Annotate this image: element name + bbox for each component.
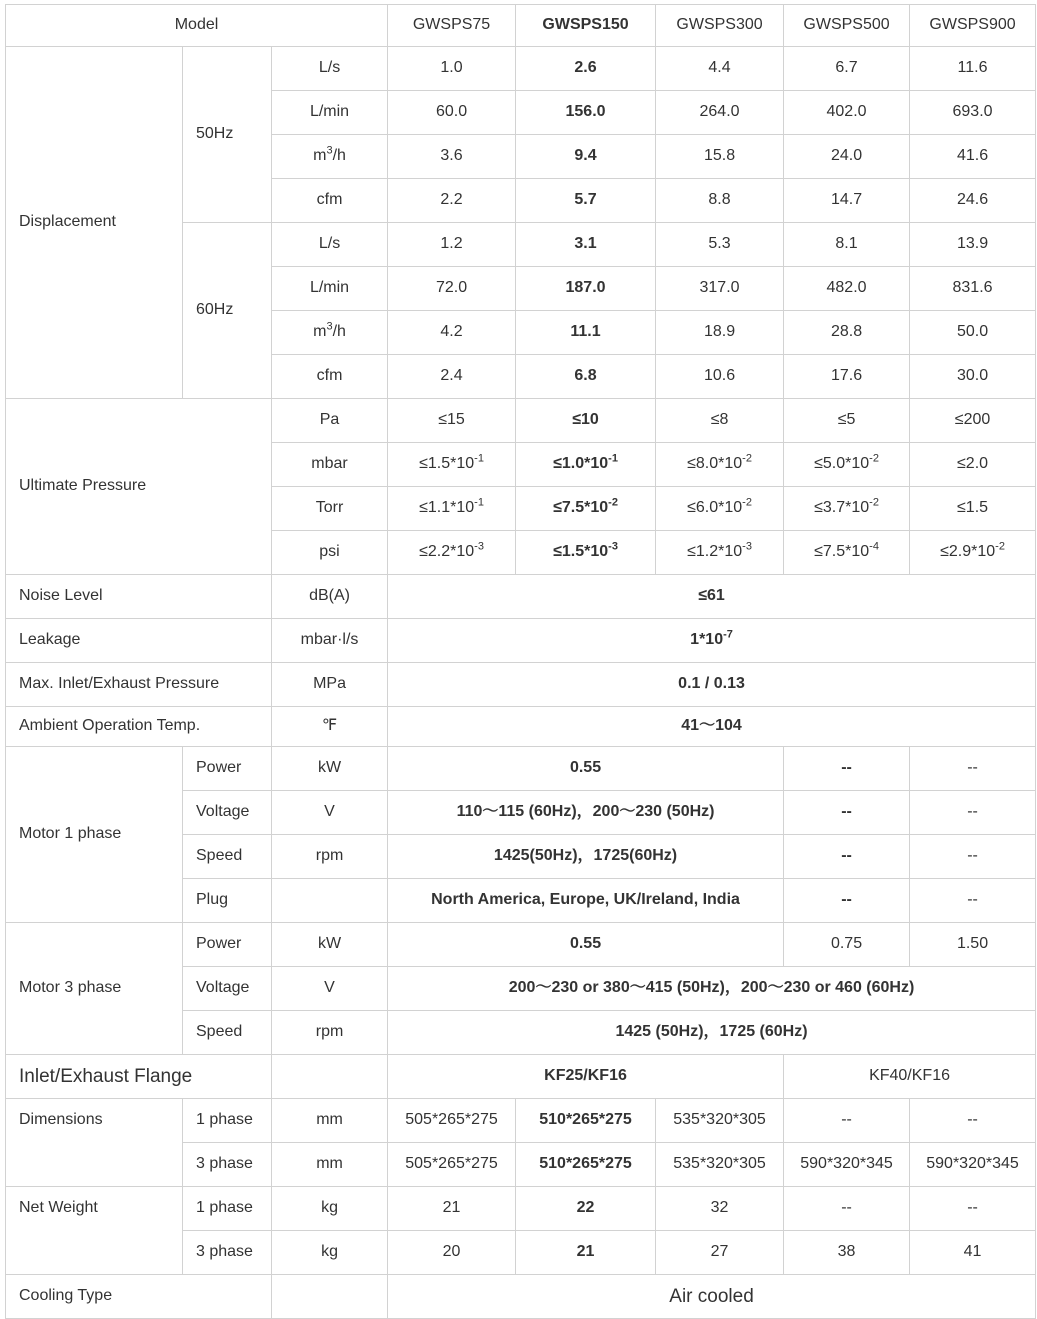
- value-cell: ≤61: [388, 575, 1036, 619]
- table-row: [6, 575, 1036, 619]
- unit-cell: psi: [272, 531, 388, 575]
- value-cell: 41: [910, 1231, 1036, 1275]
- value-cell: 41.6: [910, 135, 1036, 179]
- param-label: 1 phase: [183, 1187, 272, 1231]
- value-cell: 9.4: [516, 135, 656, 179]
- unit-base: m: [313, 323, 327, 341]
- value-exponent: -3: [608, 540, 618, 553]
- value-cell: 535*320*305: [656, 1143, 784, 1187]
- value-base: 1*10: [690, 631, 724, 649]
- unit-cell: L/s: [272, 223, 388, 267]
- value-cell: --: [910, 1099, 1036, 1143]
- value-exponent: -7: [723, 628, 733, 641]
- value-cell: 27: [656, 1231, 784, 1275]
- value-exponent: -2: [995, 540, 1005, 553]
- value-cell: 20: [388, 1231, 516, 1275]
- value-cell: 15.8: [656, 135, 784, 179]
- value-cell: [516, 443, 656, 487]
- value-cell: [516, 531, 656, 575]
- value-base: ≤5.0*10: [814, 455, 870, 473]
- value-cell: 1.0: [388, 47, 516, 91]
- model-cell: GWSPS900: [910, 5, 1036, 47]
- value-cell: 8.1: [784, 223, 910, 267]
- value-cell: --: [910, 747, 1036, 791]
- param-label: Plug: [183, 879, 272, 923]
- value-cell: 11.1: [516, 311, 656, 355]
- value-cell: 0.1 / 0.13: [388, 663, 1036, 707]
- unit-cell: V: [272, 791, 388, 835]
- header-row: [6, 5, 1036, 47]
- unit-cell: rpm: [272, 1011, 388, 1055]
- ambient-label: Ambient Operation Temp.: [6, 707, 272, 747]
- value-cell: --: [784, 1099, 910, 1143]
- value-cell: [388, 487, 516, 531]
- unit-base: m: [313, 147, 327, 165]
- value-cell: [388, 619, 1036, 663]
- value-cell: 1.50: [910, 923, 1036, 967]
- value-exponent: -2: [869, 452, 879, 465]
- value-exponent: -1: [608, 452, 618, 465]
- value-cell: ≤2.0: [910, 443, 1036, 487]
- value-cell: ≤15: [388, 399, 516, 443]
- leakage-label: Leakage: [6, 619, 272, 663]
- unit-cell: [272, 311, 388, 355]
- value-exponent: -4: [869, 540, 879, 553]
- value-cell: [516, 487, 656, 531]
- table-row: [6, 923, 1036, 967]
- value-cell: 590*320*345: [784, 1143, 910, 1187]
- value-cell: 317.0: [656, 267, 784, 311]
- unit-cell: L/min: [272, 267, 388, 311]
- value-cell: [656, 443, 784, 487]
- value-cell: [910, 531, 1036, 575]
- value-cell: North America, Europe, UK/Ireland, India: [388, 879, 784, 923]
- value-cell: KF25/KF16: [388, 1055, 784, 1099]
- value-cell: 3.1: [516, 223, 656, 267]
- value-cell: 187.0: [516, 267, 656, 311]
- value-cell: 41～104: [388, 707, 1036, 747]
- value-base: ≤7.5*10: [553, 499, 609, 517]
- param-label: 3 phase: [183, 1143, 272, 1187]
- motor1-label: Motor 1 phase: [6, 747, 183, 923]
- value-cell: 50.0: [910, 311, 1036, 355]
- value-exponent: -3: [742, 540, 752, 553]
- value-cell: 535*320*305: [656, 1099, 784, 1143]
- value-cell: 200～230 or 380～415 (50Hz)，200～230 or 460 (60Hz): [388, 967, 1036, 1011]
- unit-cell: [272, 135, 388, 179]
- unit-cell: L/min: [272, 91, 388, 135]
- value-cell: 1425(50Hz)，1725(60Hz): [388, 835, 784, 879]
- value-cell: 482.0: [784, 267, 910, 311]
- value-cell: 402.0: [784, 91, 910, 135]
- dimensions-label: Dimensions: [6, 1099, 183, 1187]
- unit-cell: cfm: [272, 355, 388, 399]
- unit-cell: kg: [272, 1187, 388, 1231]
- unit-exponent: 3: [326, 320, 333, 333]
- value-cell: 5.3: [656, 223, 784, 267]
- value-cell: 24.6: [910, 179, 1036, 223]
- value-exponent: -2: [869, 496, 879, 509]
- param-label: Voltage: [183, 791, 272, 835]
- unit-cell: rpm: [272, 835, 388, 879]
- value-base: ≤1.2*10: [687, 543, 743, 561]
- value-cell: ≤5: [784, 399, 910, 443]
- value-cell: 0.75: [784, 923, 910, 967]
- unit-cell: dB(A): [272, 575, 388, 619]
- value-cell: 38: [784, 1231, 910, 1275]
- value-exponent: -2: [608, 496, 618, 509]
- value-cell: 510*265*275: [516, 1099, 656, 1143]
- value-cell: 156.0: [516, 91, 656, 135]
- value-cell: 1.2: [388, 223, 516, 267]
- value-cell: 6.8: [516, 355, 656, 399]
- unit-tail: /h: [332, 323, 346, 341]
- unit-cell: kW: [272, 747, 388, 791]
- value-base: ≤6.0*10: [687, 499, 743, 517]
- table-row: [6, 47, 1036, 91]
- value-cell: 24.0: [784, 135, 910, 179]
- value-base: ≤1.1*10: [419, 499, 475, 517]
- motor3-label: Motor 3 phase: [6, 923, 183, 1055]
- unit-cell: V: [272, 967, 388, 1011]
- value-cell: ≤1.5: [910, 487, 1036, 531]
- value-cell: --: [910, 1187, 1036, 1231]
- value-cell: 5.7: [516, 179, 656, 223]
- value-cell: 14.7: [784, 179, 910, 223]
- value-cell: 590*320*345: [910, 1143, 1036, 1187]
- unit-cell: [272, 1275, 388, 1319]
- unit-cell: mm: [272, 1143, 388, 1187]
- param-label: 3 phase: [183, 1231, 272, 1275]
- hz50-label: 50Hz: [183, 47, 272, 223]
- value-cell: ≤10: [516, 399, 656, 443]
- value-cell: 18.9: [656, 311, 784, 355]
- value-cell: 60.0: [388, 91, 516, 135]
- value-cell: [784, 531, 910, 575]
- value-cell: 2.6: [516, 47, 656, 91]
- value-base: ≤8.0*10: [687, 455, 743, 473]
- value-cell: 2.4: [388, 355, 516, 399]
- noise-label: Noise Level: [6, 575, 272, 619]
- ultimate-pressure-label: Ultimate Pressure: [6, 399, 272, 575]
- value-cell: Air cooled: [388, 1275, 1036, 1319]
- value-cell: [656, 531, 784, 575]
- param-label: 1 phase: [183, 1099, 272, 1143]
- model-cell: GWSPS300: [656, 5, 784, 47]
- value-cell: --: [784, 1187, 910, 1231]
- table-row: [6, 1099, 1036, 1143]
- value-cell: 0.55: [388, 747, 784, 791]
- value-exponent: -1: [474, 496, 484, 509]
- value-cell: 21: [388, 1187, 516, 1231]
- param-label: Power: [183, 747, 272, 791]
- value-cell: 831.6: [910, 267, 1036, 311]
- value-cell: [388, 531, 516, 575]
- max-pressure-label: Max. Inlet/Exhaust Pressure: [6, 663, 272, 707]
- param-label: Speed: [183, 835, 272, 879]
- value-cell: [656, 487, 784, 531]
- value-cell: 505*265*275: [388, 1099, 516, 1143]
- value-cell: 72.0: [388, 267, 516, 311]
- hz60-label: 60Hz: [183, 223, 272, 399]
- value-exponent: -2: [742, 496, 752, 509]
- value-cell: 4.4: [656, 47, 784, 91]
- value-cell: 264.0: [656, 91, 784, 135]
- value-cell: 2.2: [388, 179, 516, 223]
- value-cell: 30.0: [910, 355, 1036, 399]
- value-cell: 17.6: [784, 355, 910, 399]
- value-cell: 28.8: [784, 311, 910, 355]
- unit-tail: /h: [332, 147, 346, 165]
- unit-cell: mbar·l/s: [272, 619, 388, 663]
- flange-label: Inlet/Exhaust Flange: [6, 1055, 272, 1099]
- table-row: [6, 399, 1036, 443]
- model-cell: GWSPS500: [784, 5, 910, 47]
- value-cell: 22: [516, 1187, 656, 1231]
- value-cell: 21: [516, 1231, 656, 1275]
- table-row: [6, 1275, 1036, 1319]
- unit-cell: Pa: [272, 399, 388, 443]
- table-row: [6, 1187, 1036, 1231]
- model-label: Model: [6, 5, 388, 47]
- value-cell: 32: [656, 1187, 784, 1231]
- param-label: Speed: [183, 1011, 272, 1055]
- unit-cell: mm: [272, 1099, 388, 1143]
- value-cell: KF40/KF16: [784, 1055, 1036, 1099]
- net-weight-label: Net Weight: [6, 1187, 183, 1275]
- value-base: ≤2.9*10: [940, 543, 996, 561]
- unit-cell: MPa: [272, 663, 388, 707]
- displacement-label: Displacement: [6, 47, 183, 399]
- value-cell: --: [910, 879, 1036, 923]
- value-cell: [388, 443, 516, 487]
- value-cell: 11.6: [910, 47, 1036, 91]
- value-cell: [784, 487, 910, 531]
- cooling-label: Cooling Type: [6, 1275, 272, 1319]
- value-cell: [784, 443, 910, 487]
- value-cell: ≤200: [910, 399, 1036, 443]
- value-base: ≤7.5*10: [814, 543, 870, 561]
- value-cell: 0.55: [388, 923, 784, 967]
- value-exponent: -3: [474, 540, 484, 553]
- table-row: [6, 1055, 1036, 1099]
- value-cell: 693.0: [910, 91, 1036, 135]
- value-cell: 13.9: [910, 223, 1036, 267]
- value-base: ≤2.2*10: [419, 543, 475, 561]
- unit-cell: Torr: [272, 487, 388, 531]
- table-row: [6, 619, 1036, 663]
- value-base: ≤3.7*10: [814, 499, 870, 517]
- param-label: Power: [183, 923, 272, 967]
- value-base: ≤1.5*10: [553, 543, 609, 561]
- value-cell: --: [910, 791, 1036, 835]
- value-cell: 6.7: [784, 47, 910, 91]
- value-exponent: -1: [474, 452, 484, 465]
- value-base: ≤1.0*10: [553, 455, 609, 473]
- unit-exponent: 3: [326, 144, 333, 157]
- value-cell: --: [784, 879, 910, 923]
- unit-cell: L/s: [272, 47, 388, 91]
- unit-cell: kW: [272, 923, 388, 967]
- model-cell: GWSPS75: [388, 5, 516, 47]
- value-cell: ≤8: [656, 399, 784, 443]
- value-cell: 110～115 (60Hz)，200～230 (50Hz): [388, 791, 784, 835]
- table-row: [6, 707, 1036, 747]
- value-cell: --: [910, 835, 1036, 879]
- value-cell: 505*265*275: [388, 1143, 516, 1187]
- unit-cell: ℉: [272, 707, 388, 747]
- value-cell: 510*265*275: [516, 1143, 656, 1187]
- value-cell: 8.8: [656, 179, 784, 223]
- value-cell: 1425 (50Hz)，1725 (60Hz): [388, 1011, 1036, 1055]
- value-cell: --: [784, 791, 910, 835]
- value-cell: 10.6: [656, 355, 784, 399]
- unit-cell: mbar: [272, 443, 388, 487]
- unit-cell: cfm: [272, 179, 388, 223]
- unit-cell: kg: [272, 1231, 388, 1275]
- model-cell-highlight: GWSPS150: [516, 5, 656, 47]
- value-cell: --: [784, 835, 910, 879]
- unit-cell: [272, 879, 388, 923]
- table-row: [6, 747, 1036, 791]
- value-cell: --: [784, 747, 910, 791]
- spec-table: [5, 4, 1036, 1319]
- unit-cell: [272, 1055, 388, 1099]
- table-row: [6, 663, 1036, 707]
- value-base: ≤1.5*10: [419, 455, 475, 473]
- param-label: Voltage: [183, 967, 272, 1011]
- value-exponent: -2: [742, 452, 752, 465]
- value-cell: 3.6: [388, 135, 516, 179]
- value-cell: 4.2: [388, 311, 516, 355]
